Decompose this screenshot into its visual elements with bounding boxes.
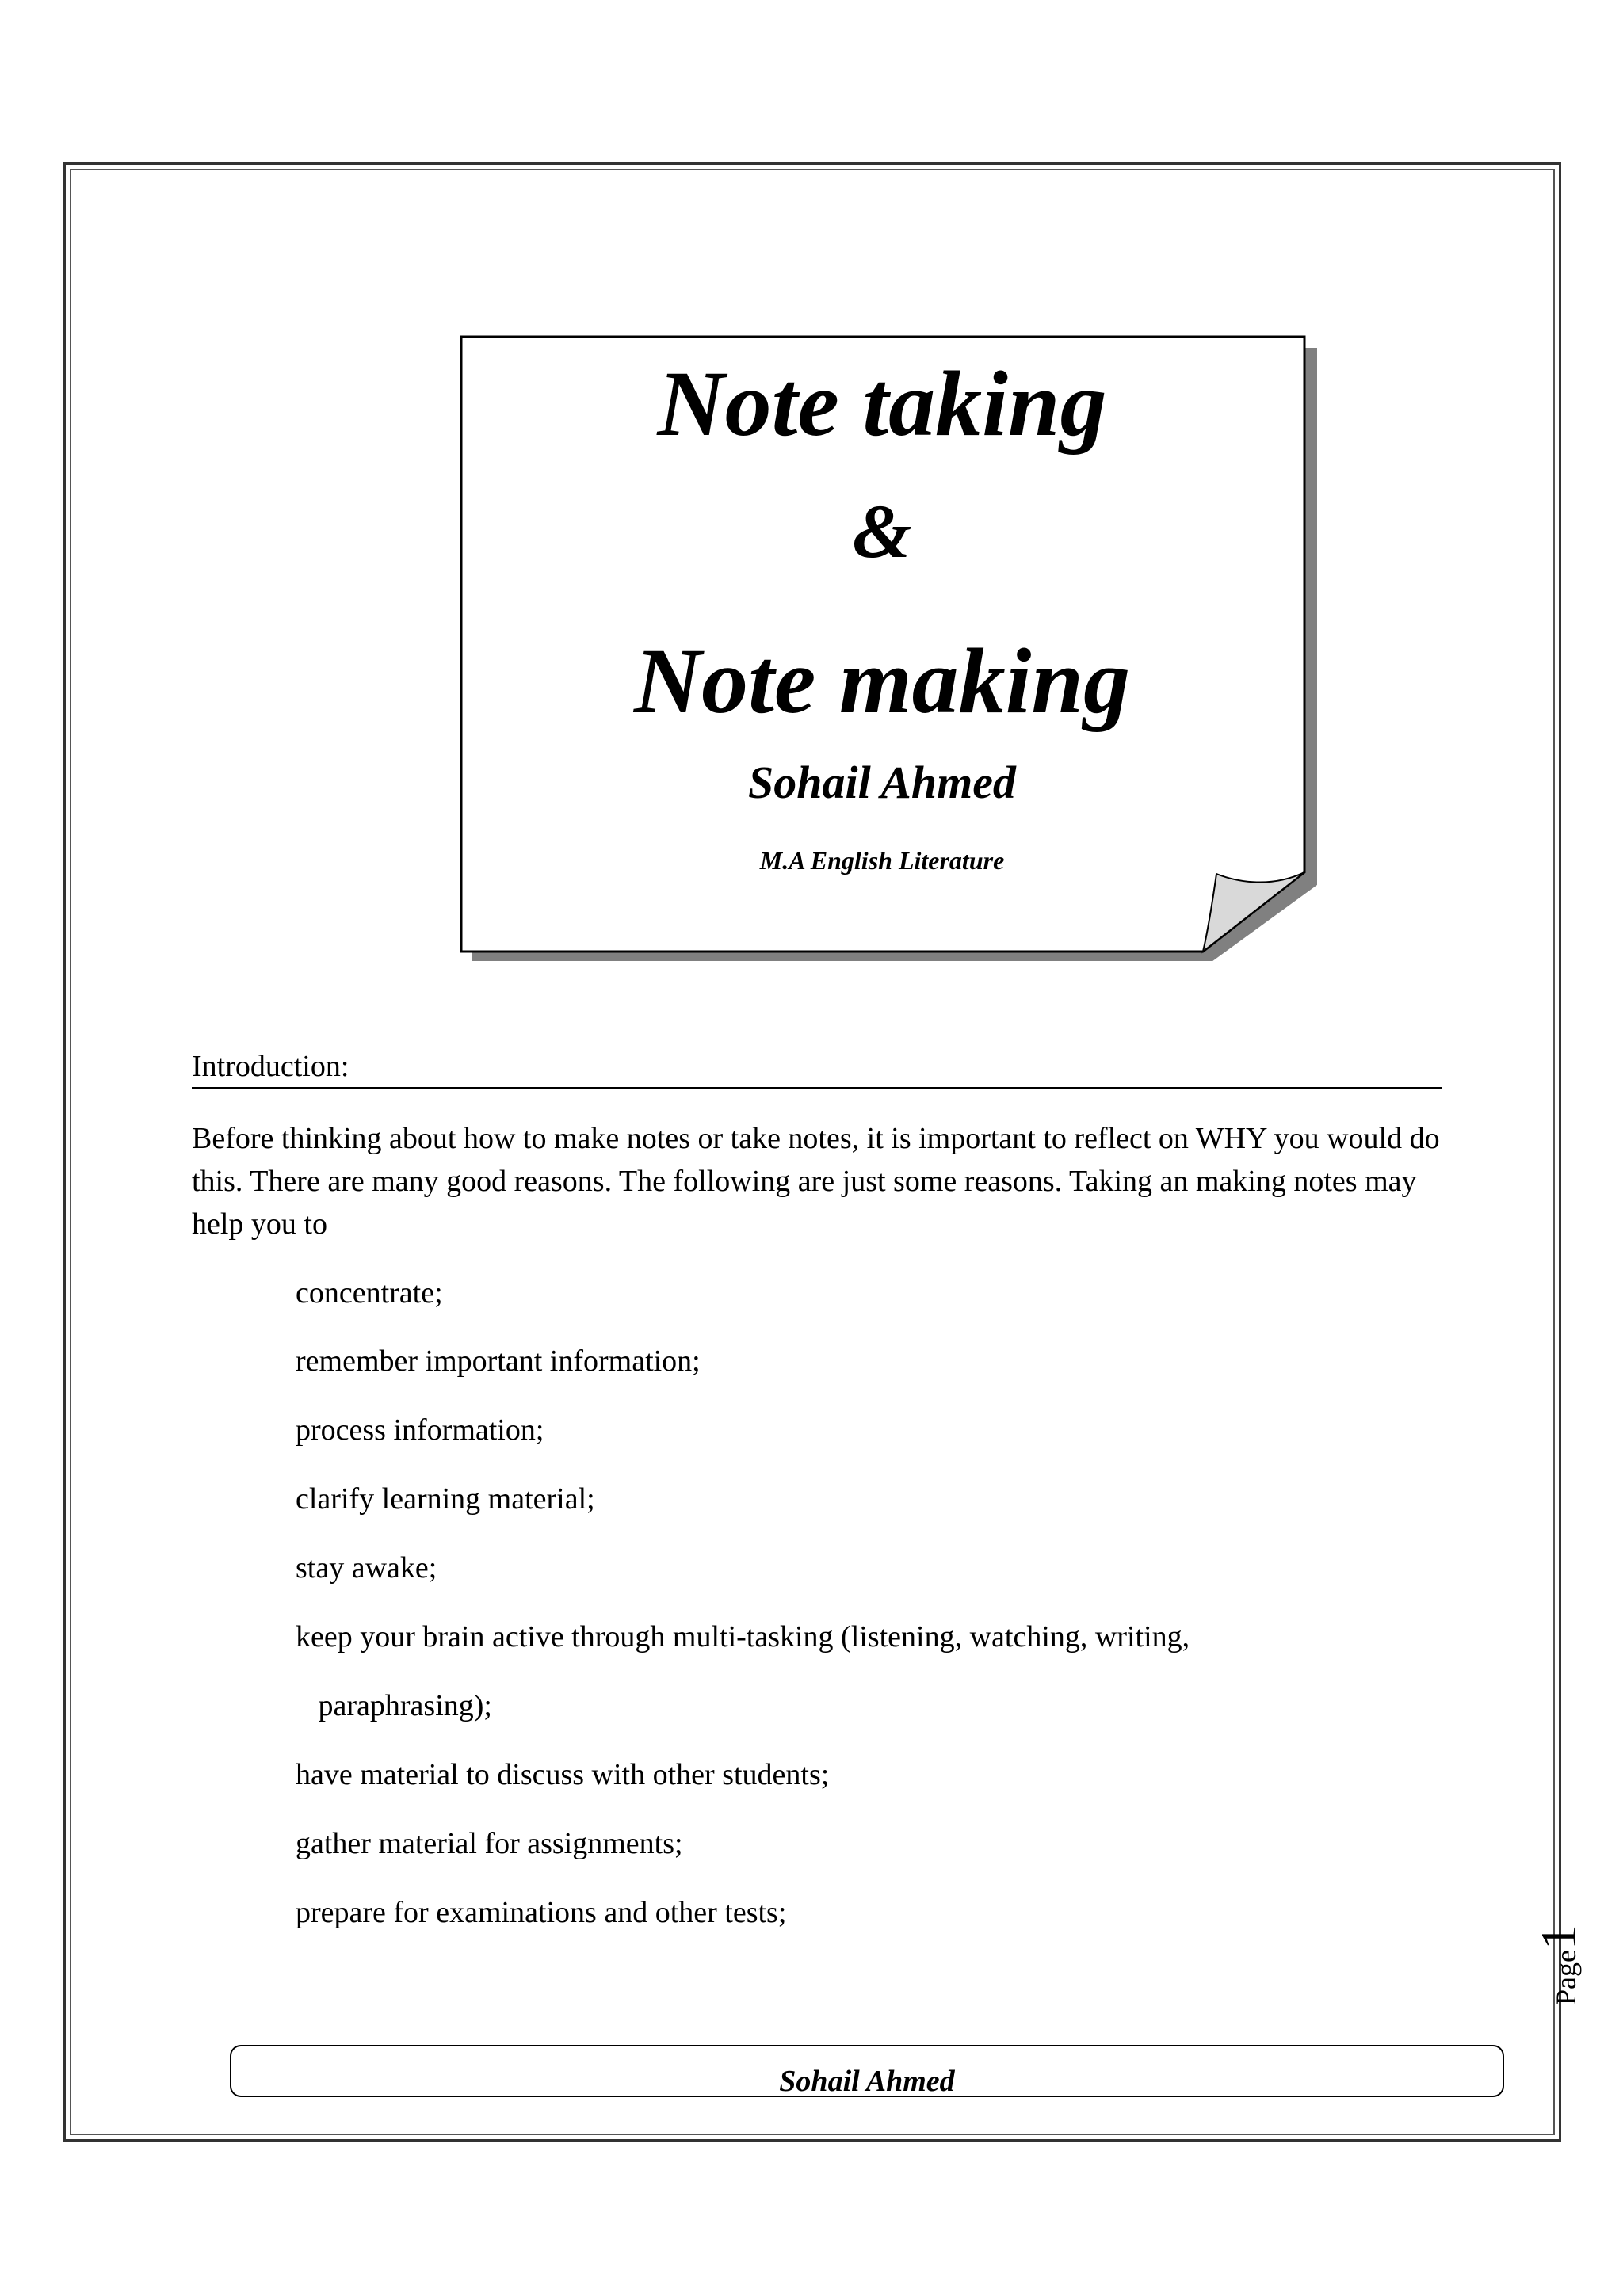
- title-author: Sohail Ahmed: [748, 757, 1016, 808]
- footer-author: Sohail Ahmed: [779, 2065, 955, 2097]
- list-item: concentrate;: [296, 1276, 443, 1310]
- list-item: keep your brain active through multi-tasking (listening, watching, writing,: [296, 1620, 1190, 1653]
- section-heading: Introduction:: [192, 1047, 1442, 1089]
- page-curl-icon: [1203, 872, 1304, 952]
- list-item: have material to discuss with other students;: [296, 1758, 830, 1791]
- list-item: prepare for examinations and other tests;: [296, 1896, 787, 1929]
- title-card: [460, 335, 1323, 961]
- title-line-2: Note making: [633, 629, 1131, 733]
- list-item: stay awake;: [296, 1551, 437, 1585]
- title-degree: M.A English Literature: [759, 846, 1005, 875]
- list-item: clarify learning material;: [296, 1482, 595, 1516]
- list-item: paraphrasing);: [296, 1689, 492, 1722]
- page-number-value: 1: [1530, 1924, 1587, 1951]
- title-ampersand: &: [852, 489, 912, 574]
- list-item: process information;: [296, 1413, 544, 1447]
- title-line-1: Note taking: [657, 352, 1107, 456]
- footer: [230, 2045, 1504, 2097]
- page-number: [1529, 1909, 1593, 2020]
- list-item: remember important information;: [296, 1344, 701, 1378]
- list-item: gather material for assignments;: [296, 1827, 683, 1860]
- intro-paragraph: Before thinking about how to make notes or take notes, it is important to reflect on WHY you would do this. There are many good reasons. The following are just some reasons. Taking an making notes may help you to: [192, 1122, 1440, 1241]
- page-number-label: Page: [1550, 1950, 1582, 2005]
